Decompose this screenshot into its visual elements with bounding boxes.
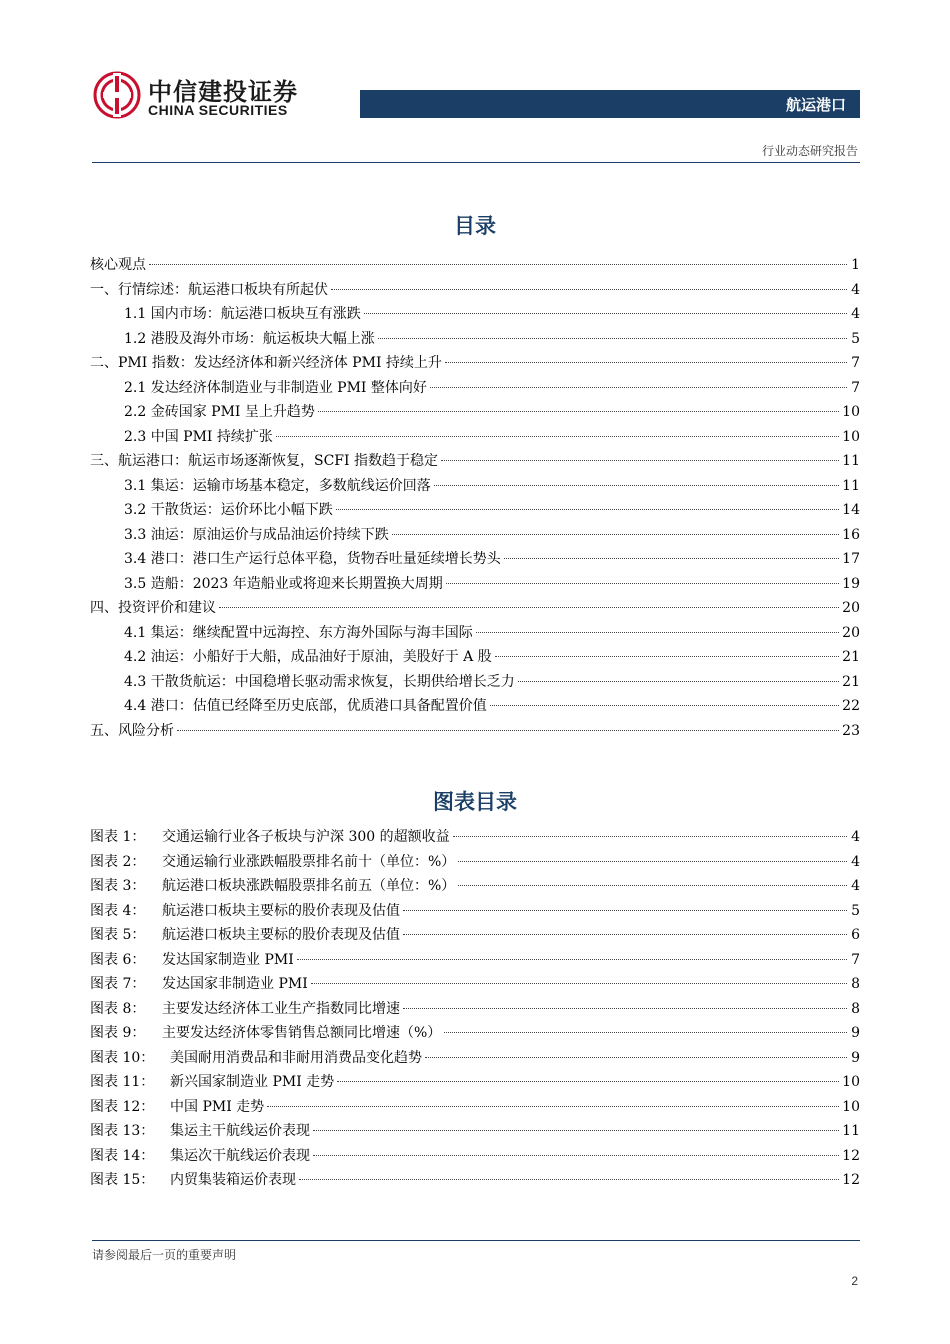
figure-entry-title: 航运港口板块涨跌幅股票排名前五（单位：%） [162, 878, 456, 894]
dot-leader [392, 534, 839, 535]
figure-entry[interactable] [90, 948, 860, 973]
dot-leader [331, 289, 847, 290]
figure-entry[interactable] [90, 1070, 860, 1095]
company-logo [92, 70, 332, 126]
figure-entry[interactable] [90, 1046, 860, 1071]
toc-entry[interactable] [90, 547, 860, 572]
toc-entry-title: 1.2 港股及海外市场：航运板块大幅上涨 [124, 330, 375, 347]
toc-entry-title: 4.1 集运：继续配置中远海控、东方海外国际与海丰国际 [124, 624, 473, 641]
toc-entry-page: 20 [842, 600, 860, 616]
toc-entry-page: 21 [842, 673, 860, 690]
dot-leader [403, 1008, 847, 1009]
figure-entry-label: 图表 3： [90, 878, 146, 894]
figure-entry-page: 8 [851, 1000, 860, 1017]
figure-entry-page: 4 [851, 829, 860, 845]
toc-entry[interactable] [90, 400, 860, 425]
page-number: 2 [851, 1274, 858, 1288]
toc-entry[interactable] [90, 351, 860, 376]
logo-chinese-name: 中信建投证券 [148, 78, 298, 106]
figure-entry[interactable] [90, 1095, 860, 1120]
toc-entry-title: 五、风险分析 [90, 722, 174, 739]
figure-entry-title: 集运主干航线运价表现 [170, 1123, 310, 1139]
figure-entry[interactable] [90, 1021, 860, 1046]
toc-entry-title: 2.2 金砖国家 PMI 呈上升趋势 [124, 404, 315, 420]
toc-entry[interactable] [90, 523, 860, 548]
dot-leader [441, 460, 839, 461]
dot-leader [445, 362, 847, 363]
toc-entry-title: 四、投资评价和建议 [90, 600, 216, 616]
dot-leader [430, 387, 847, 388]
figure-entry-page: 11 [842, 1123, 860, 1139]
dot-leader [336, 509, 839, 510]
dot-leader [297, 959, 847, 960]
figure-entry-title: 新兴国家制造业 PMI 走势 [170, 1074, 335, 1090]
dot-leader [458, 885, 847, 886]
toc-entry-title: 一、行情综述：航运港口板块有所起伏 [90, 281, 328, 298]
toc-entry-title: 4.4 港口：估值已经降至历史底部，优质港口具备配置价值 [124, 698, 487, 714]
toc-entry[interactable] [90, 327, 860, 352]
dot-leader [311, 983, 847, 984]
figure-entry-title: 中国 PMI 走势 [170, 1098, 265, 1115]
dot-leader [313, 1155, 839, 1156]
figure-entry-page: 12 [842, 1147, 860, 1164]
toc-entry[interactable] [90, 645, 860, 670]
report-type: 行业动态研究报告 [761, 144, 858, 158]
dot-leader [276, 436, 839, 437]
dot-leader [446, 583, 839, 584]
toc-entry[interactable] [90, 474, 860, 499]
figure-entry-title: 交通运输行业各子板块与沪深 300 的超额收益 [162, 829, 450, 845]
figure-entry-label: 图表 13： [90, 1123, 155, 1139]
figure-entry[interactable] [90, 972, 860, 997]
figure-entry-label: 图表 1： [90, 829, 146, 845]
dot-leader [518, 681, 839, 682]
figure-entry-label: 图表 9： [90, 1025, 146, 1041]
figure-entry-title: 主要发达经济体工业生产指数同比增速 [162, 1000, 400, 1017]
dot-leader [313, 1130, 839, 1131]
figure-entry-title: 内贸集装箱运价表现 [170, 1172, 296, 1188]
toc-entry[interactable] [90, 302, 860, 327]
figure-entry-page: 8 [851, 976, 860, 992]
figure-entry-label: 图表 7： [90, 976, 146, 992]
dot-leader [434, 485, 839, 486]
dot-leader [177, 730, 839, 731]
figure-entry[interactable] [90, 850, 860, 875]
dot-leader [444, 1032, 847, 1033]
figure-entry-page: 12 [842, 1172, 860, 1188]
dot-leader [403, 910, 847, 911]
figure-entry-label: 图表 10： [90, 1049, 155, 1066]
figure-entry[interactable] [90, 825, 860, 850]
sector-tag: 航运港口 [785, 96, 846, 114]
dot-leader [458, 861, 847, 862]
toc-entry-title: 3.3 油运：原油运价与成品油运价持续下跌 [124, 526, 389, 543]
figure-entry-title: 交通运输行业涨跌幅股票排名前十（单位：%） [162, 853, 456, 870]
figure-entry-title: 航运港口板块主要标的股价表现及估值 [162, 927, 400, 943]
dot-leader [504, 558, 839, 559]
toc-entry-page: 17 [842, 551, 860, 567]
logo-english-name: CHINA SECURITIES [148, 102, 288, 118]
figure-entry-page: 10 [842, 1074, 860, 1090]
footer-disclaimer: 请参阅最后一页的重要声明 [92, 1248, 237, 1262]
figure-entry[interactable] [90, 874, 860, 899]
toc-entry-title: 3.5 造船：2023 年造船业或将迎来长期置换大周期 [124, 575, 443, 592]
dot-leader [364, 313, 847, 314]
toc-entry-title: 4.3 干散货航运：中国稳增长驱动需求恢复，长期供给增长乏力 [124, 673, 515, 690]
toc-entry-page: 19 [842, 575, 860, 592]
toc-entry-page: 16 [842, 526, 860, 543]
toc-entry-page: 22 [842, 698, 860, 714]
figure-entry[interactable] [90, 997, 860, 1022]
figure-entry-label: 图表 6： [90, 951, 146, 968]
figure-entry-label: 图表 12： [90, 1098, 155, 1115]
toc-entry-page: 23 [842, 722, 860, 739]
toc-entry[interactable] [90, 498, 860, 523]
toc-entry-page: 1 [851, 257, 860, 273]
toc-entry[interactable] [90, 719, 860, 744]
dot-leader [378, 338, 847, 339]
figure-entry[interactable] [90, 1144, 860, 1169]
toc-entry[interactable] [90, 670, 860, 695]
dot-leader [425, 1057, 847, 1058]
figure-entry-label: 图表 14： [90, 1147, 155, 1164]
figure-entry-page: 9 [851, 1049, 860, 1066]
toc-entry[interactable] [90, 376, 860, 401]
figure-entry-title: 发达国家非制造业 PMI [162, 976, 308, 992]
figure-entry-title: 发达国家制造业 PMI [162, 951, 294, 968]
table-of-contents [90, 253, 860, 743]
sector-banner [360, 90, 860, 118]
dot-leader [403, 934, 847, 935]
toc-entry-page: 7 [851, 379, 860, 396]
figure-list [90, 825, 860, 1193]
figure-entry-page: 6 [851, 927, 860, 943]
figure-entry-page: 7 [851, 951, 860, 968]
figure-entry-label: 图表 15： [90, 1172, 155, 1188]
dot-leader [476, 632, 839, 633]
toc-entry-title: 3.1 集运：运输市场基本稳定，多数航线运价回落 [124, 477, 431, 494]
china-securities-logo-icon [92, 70, 142, 120]
dot-leader [495, 656, 839, 657]
figure-entry-title: 集运次干航线运价表现 [170, 1147, 310, 1164]
dot-leader [318, 411, 839, 412]
toc-entry[interactable] [90, 425, 860, 450]
toc-entry[interactable] [90, 278, 860, 303]
toc-entry-title: 1.1 国内市场：航运港口板块互有涨跌 [124, 306, 361, 322]
toc-entry-page: 20 [842, 624, 860, 641]
figure-entry-label: 图表 4： [90, 902, 146, 919]
toc-title: 目录 [454, 214, 496, 238]
figure-entry[interactable] [90, 1168, 860, 1193]
dot-leader [219, 607, 839, 608]
toc-entry[interactable] [90, 572, 860, 597]
dot-leader [299, 1179, 839, 1180]
figure-entry-page: 5 [851, 902, 860, 919]
figure-entry-title: 美国耐用消费品和非耐用消费品变化趋势 [170, 1049, 422, 1066]
page-header [0, 0, 950, 170]
toc-entry-page: 7 [851, 355, 860, 371]
dot-leader [149, 264, 847, 265]
dot-leader [337, 1081, 839, 1082]
toc-entry-page: 14 [842, 502, 860, 518]
dot-leader [453, 836, 847, 837]
figure-entry-title: 主要发达经济体零售销售总额同比增速（%） [162, 1025, 442, 1041]
toc-entry[interactable] [90, 694, 860, 719]
toc-entry-page: 4 [851, 306, 860, 322]
dot-leader [267, 1106, 839, 1107]
toc-entry[interactable] [90, 253, 860, 278]
toc-entry-title: 3.2 干散货运：运价环比小幅下跌 [124, 502, 333, 518]
toc-entry-title: 2.1 发达经济体制造业与非制造业 PMI 整体向好 [124, 379, 427, 396]
toc-entry-title: 核心观点 [90, 257, 146, 273]
figure-entry[interactable] [90, 923, 860, 948]
toc-entry-page: 21 [842, 649, 860, 665]
toc-entry-page: 4 [851, 281, 860, 298]
toc-entry-page: 10 [842, 428, 860, 445]
toc-entry-title: 2.3 中国 PMI 持续扩张 [124, 428, 273, 445]
toc-entry-title: 4.2 油运：小船好于大船，成品油好于原油，美股好于 A 股 [124, 649, 492, 665]
figure-entry-page: 10 [842, 1098, 860, 1115]
figure-entry[interactable] [90, 1119, 860, 1144]
toc-entry-title: 3.4 港口：港口生产运行总体平稳，货物吞吐量延续增长势头 [124, 551, 501, 567]
toc-entry-page: 11 [842, 453, 860, 469]
toc-entry-title: 二、PMI 指数：发达经济体和新兴经济体 PMI 持续上升 [90, 355, 442, 371]
toc-entry-title: 三、航运港口：航运市场逐渐恢复，SCFI 指数趋于稳定 [90, 453, 438, 469]
figure-entry-page: 4 [851, 853, 860, 870]
dot-leader [490, 705, 839, 706]
figure-entry-page: 9 [851, 1025, 860, 1041]
figure-entry-label: 图表 5： [90, 927, 146, 943]
figure-list-title: 图表目录 [433, 790, 517, 814]
toc-entry[interactable] [90, 596, 860, 621]
header-divider [92, 162, 860, 163]
toc-entry-page: 11 [842, 477, 860, 494]
figure-entry-page: 4 [851, 878, 860, 894]
figure-entry-label: 图表 8： [90, 1000, 146, 1017]
footer-divider [92, 1240, 860, 1241]
toc-entry[interactable] [90, 621, 860, 646]
toc-entry-page: 10 [842, 404, 860, 420]
toc-entry-page: 5 [851, 330, 860, 347]
figure-entry-title: 航运港口板块主要标的股价表现及估值 [162, 902, 400, 919]
figure-entry[interactable] [90, 899, 860, 924]
toc-entry[interactable] [90, 449, 860, 474]
figure-entry-label: 图表 11： [90, 1074, 155, 1090]
figure-entry-label: 图表 2： [90, 853, 146, 870]
